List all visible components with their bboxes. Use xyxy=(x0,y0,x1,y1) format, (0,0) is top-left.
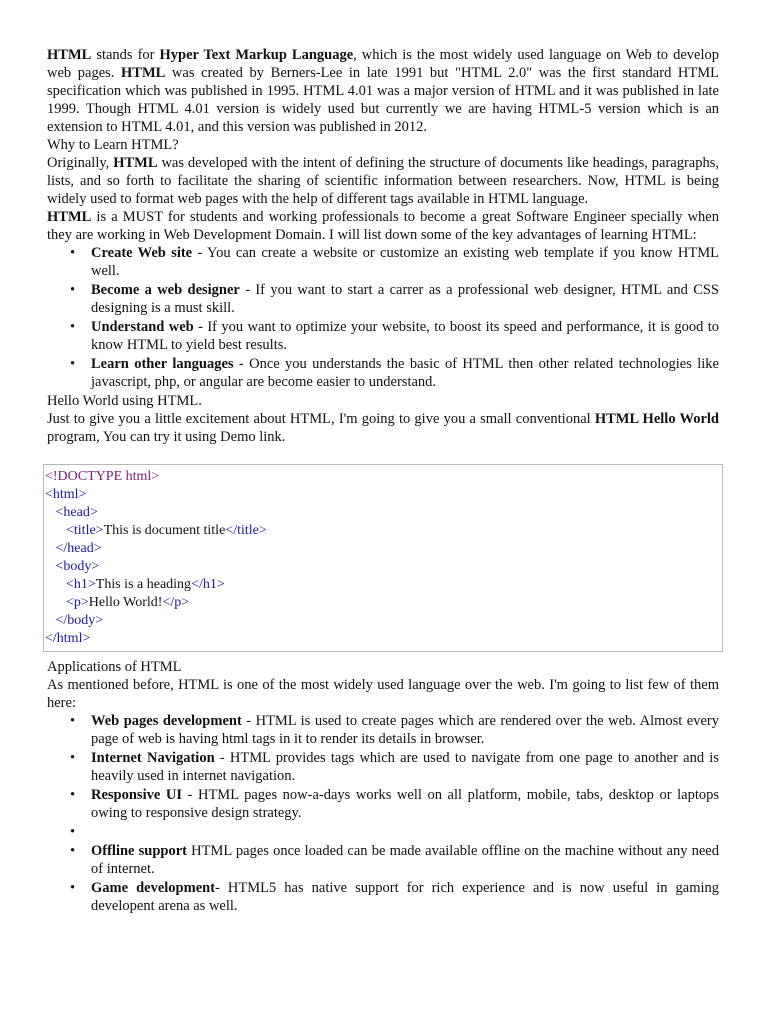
list-item-text: - HTML pages now-a-days works well on all platform, mobile, tabs, desktop or laptops owing to responsive design strategy. xyxy=(91,787,719,821)
doctype-token: <!DOCTYPE html> xyxy=(45,469,160,484)
list-item-title: Understand web xyxy=(91,319,194,335)
tag-token: <p> xyxy=(66,595,89,610)
code-line xyxy=(45,522,722,540)
list-item xyxy=(47,879,719,915)
list-item xyxy=(47,823,719,841)
tag-token: <body> xyxy=(55,559,100,574)
bullet-icon: • xyxy=(70,787,76,803)
tag-token: <h1> xyxy=(66,577,96,592)
list-item xyxy=(47,355,719,391)
list-item-title: Internet Navigation xyxy=(91,750,215,766)
intro-paragraph xyxy=(47,46,719,136)
applications-heading: Applications of HTML xyxy=(47,659,182,675)
list-item-text: - Once you understands the basic of HTML then other related technologies like javascript, php, or angular are become easier to understand. xyxy=(91,356,719,390)
text-run: was developed with the intent of defining the structure of documents like headings, paragraphs, lists, and so forth to facilitate the sharing of scientific information between researchers. Now, HTML is being widely used to format web pages with the help of different tags available in HTML language. xyxy=(47,155,719,207)
code-line xyxy=(45,540,722,558)
tag-token: <html> xyxy=(45,487,87,502)
bold-text: HTML xyxy=(121,65,166,81)
text-run: , which is the most widely used language on Web to develop web pages. xyxy=(47,47,719,81)
bold-text: Hyper Text Markup Language xyxy=(159,47,354,63)
list-item-title: Create Web site xyxy=(91,245,193,261)
text-run: program, You can try it using Demo link. xyxy=(47,429,286,445)
list-item-text: HTML pages once loaded can be made available offline on the machine without any need of internet. xyxy=(91,843,719,877)
list-item-title: Learn other languages xyxy=(91,356,234,372)
list-item-text: - HTML is used to create pages which are rendered over the web. Almost every page of web is having html tags in it to render its details in browser. xyxy=(91,713,719,747)
list-item xyxy=(47,749,719,785)
tag-token: </head> xyxy=(55,541,102,556)
must-paragraph xyxy=(47,208,719,244)
text-run: Just to give you a little excitement about HTML, I'm going to give you a small conventional xyxy=(47,411,595,427)
text-run: was created by Berners-Lee in late 1991 but "HTML 2.0" was the first standard HTML specification which was published in 1995. HTML 4.01 was a major version of HTML and it was published in late 1999. Though HTML 4.01 version is widely used but currently we are having HTML-5 version which is an extension to HTML 4.01, and this version was published in 2012. xyxy=(47,65,719,135)
bullet-icon: • xyxy=(70,245,76,261)
list-item-title: Web pages development xyxy=(91,713,242,729)
tag-token: </html> xyxy=(45,631,91,646)
list-item xyxy=(47,281,719,317)
why-learn-heading: Why to Learn HTML? xyxy=(47,137,179,153)
code-line xyxy=(45,594,722,612)
origin-paragraph xyxy=(47,154,719,208)
list-item-text: - If you want to start a carrer as a professional web designer, HTML and CSS designing is a must skill. xyxy=(91,282,719,316)
list-item-title: Responsive UI xyxy=(91,787,182,803)
code-line xyxy=(45,504,722,522)
bullet-icon: • xyxy=(70,880,76,896)
code-example-box xyxy=(43,464,723,652)
bullet-icon: • xyxy=(70,319,76,335)
list-item-title: Offline support xyxy=(91,843,188,859)
code-line xyxy=(45,576,722,594)
hello-world-paragraph xyxy=(47,410,719,446)
tag-token: </p> xyxy=(162,595,190,610)
code-line xyxy=(45,558,722,576)
tag-token: <title> xyxy=(66,523,104,538)
code-text: This is a heading xyxy=(95,577,192,592)
text-run: stands for xyxy=(91,47,160,63)
tag-token: </h1> xyxy=(191,577,225,592)
list-item xyxy=(47,786,719,822)
list-item xyxy=(47,842,719,878)
advantages-list xyxy=(47,244,719,391)
code-line xyxy=(45,612,722,630)
tag-token: <head> xyxy=(55,505,98,520)
code-line xyxy=(45,486,722,504)
tag-token: </title> xyxy=(225,523,267,538)
code-line xyxy=(45,468,722,486)
list-item-text: - HTML5 has native support for rich experience and is now useful in gaming developent arena as well. xyxy=(91,880,720,914)
code-text: Hello World! xyxy=(88,595,163,610)
bold-text: HTML xyxy=(47,209,92,225)
applications-list xyxy=(47,712,719,915)
list-item xyxy=(47,712,719,748)
code-line xyxy=(45,630,722,648)
bold-text: HTML Hello World xyxy=(594,411,719,427)
hello-world-heading: Hello World using HTML. xyxy=(47,393,202,409)
bold-text: HTML xyxy=(47,47,92,63)
list-item-text: - If you want to optimize your website, to boost its speed and performance, it is good to know HTML to yield best results. xyxy=(91,319,719,353)
bullet-icon: • xyxy=(70,843,76,859)
document-body xyxy=(47,46,719,916)
list-item xyxy=(47,244,719,280)
list-item-title: Game development xyxy=(91,880,216,896)
applications-paragraph: As mentioned before, HTML is one of the most widely used language over the web. I'm going to list few of them here: xyxy=(47,677,719,711)
bullet-icon: • xyxy=(70,356,76,372)
tag-token: </body> xyxy=(55,613,104,628)
bold-text: HTML xyxy=(113,155,158,171)
bullet-icon: • xyxy=(70,824,76,840)
bullet-icon: • xyxy=(70,282,76,298)
list-item xyxy=(47,318,719,354)
bullet-icon: • xyxy=(70,750,76,766)
list-item-title: Become a web designer xyxy=(91,282,240,298)
list-item-text: - You can create a website or customize an existing web template if you know HTML well. xyxy=(91,245,719,279)
list-item-text: - HTML provides tags which are used to navigate from one page to another and is heavily used in internet navigation. xyxy=(91,750,719,784)
text-run: is a MUST for students and working professionals to become a great Software Engineer specially when they are working in Web Development Domain. I will list down some of the key advantages of learning HTML: xyxy=(47,209,719,243)
code-text: This is document title xyxy=(103,523,226,538)
text-run: Originally, xyxy=(47,155,114,171)
bullet-icon: • xyxy=(70,713,76,729)
